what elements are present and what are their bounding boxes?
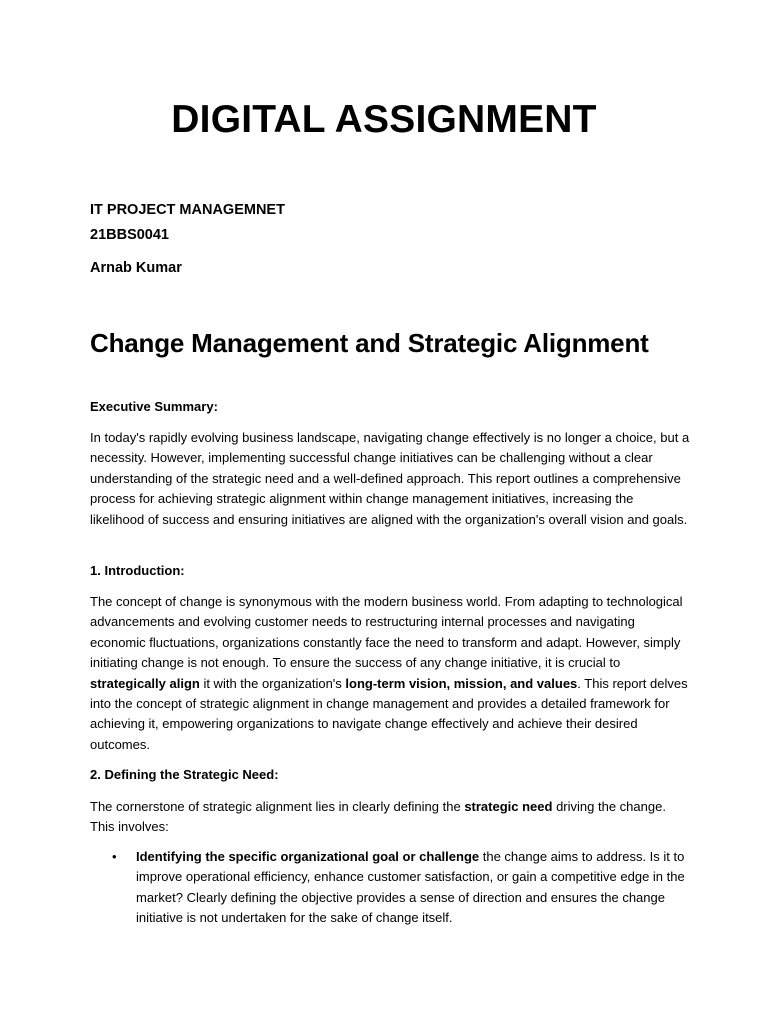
document-title: DIGITAL ASSIGNMENT: [171, 98, 597, 141]
course-name: IT PROJECT MANAGEMNET: [90, 202, 285, 218]
section-heading: Change Management and Strategic Alignment: [90, 328, 649, 358]
executive-summary-label: Executive Summary:: [90, 399, 218, 414]
emphasis-strategic-need: strategic need: [464, 799, 553, 814]
strategic-need-label: 2. Defining the Strategic Need:: [90, 767, 279, 782]
strategic-need-list: [90, 847, 690, 929]
emphasis-strategically-align: strategically align: [90, 675, 200, 691]
author-name: Arnab Kumar: [90, 260, 182, 276]
introduction-label: 1. Introduction:: [90, 563, 185, 578]
list-item: • Identifying the specific organizational goal or challenge the change aims to address. Is it to improve operational efficiency, enhance customer satisfaction, or gain a competitive edge in the market? Clearly defining the objective provides a sense of direction and ensures the change initiative is not undertaken for the sake of change itself.: [112, 849, 685, 926]
bullet-icon: •: [112, 849, 117, 864]
strategic-need-text: The cornerstone of strategic alignment lies in clearly defining the strategic need driving the change. This involves:: [90, 799, 666, 835]
registration-number: 21BBS0041: [90, 227, 169, 243]
introduction-text: The concept of change is synonymous with the modern business world. From adapting to technological advancements and evolving customer needs to restructuring internal processes and navigating economic fluctuations, organizations constantly face the need to transform and adapt. However, simply initiating change is not enough. To ensure the success of any change initiative, it is crucial to strategically align it with the organization's long-term vision, mission, and values. This report delves into the concept of strategic alignment in change management and provides a detailed framework for achieving it, empowering organizations to navigate change effectively and achieve their desired outcomes.: [90, 594, 688, 752]
emphasis-vision-mission-values: long-term vision, mission, and values: [345, 675, 578, 691]
executive-summary-text: In today's rapidly evolving business landscape, navigating change effectively is no longer a choice, but a necessity. However, implementing successful change initiatives can be challenging without a clear understanding of the strategic need and a well-defined approach. This report outlines a comprehensive process for achieving strategic alignment within change management initiatives, increasing the likelihood of success and ensuring initiatives are aligned with the organization's overall vision and goals.: [90, 430, 690, 527]
